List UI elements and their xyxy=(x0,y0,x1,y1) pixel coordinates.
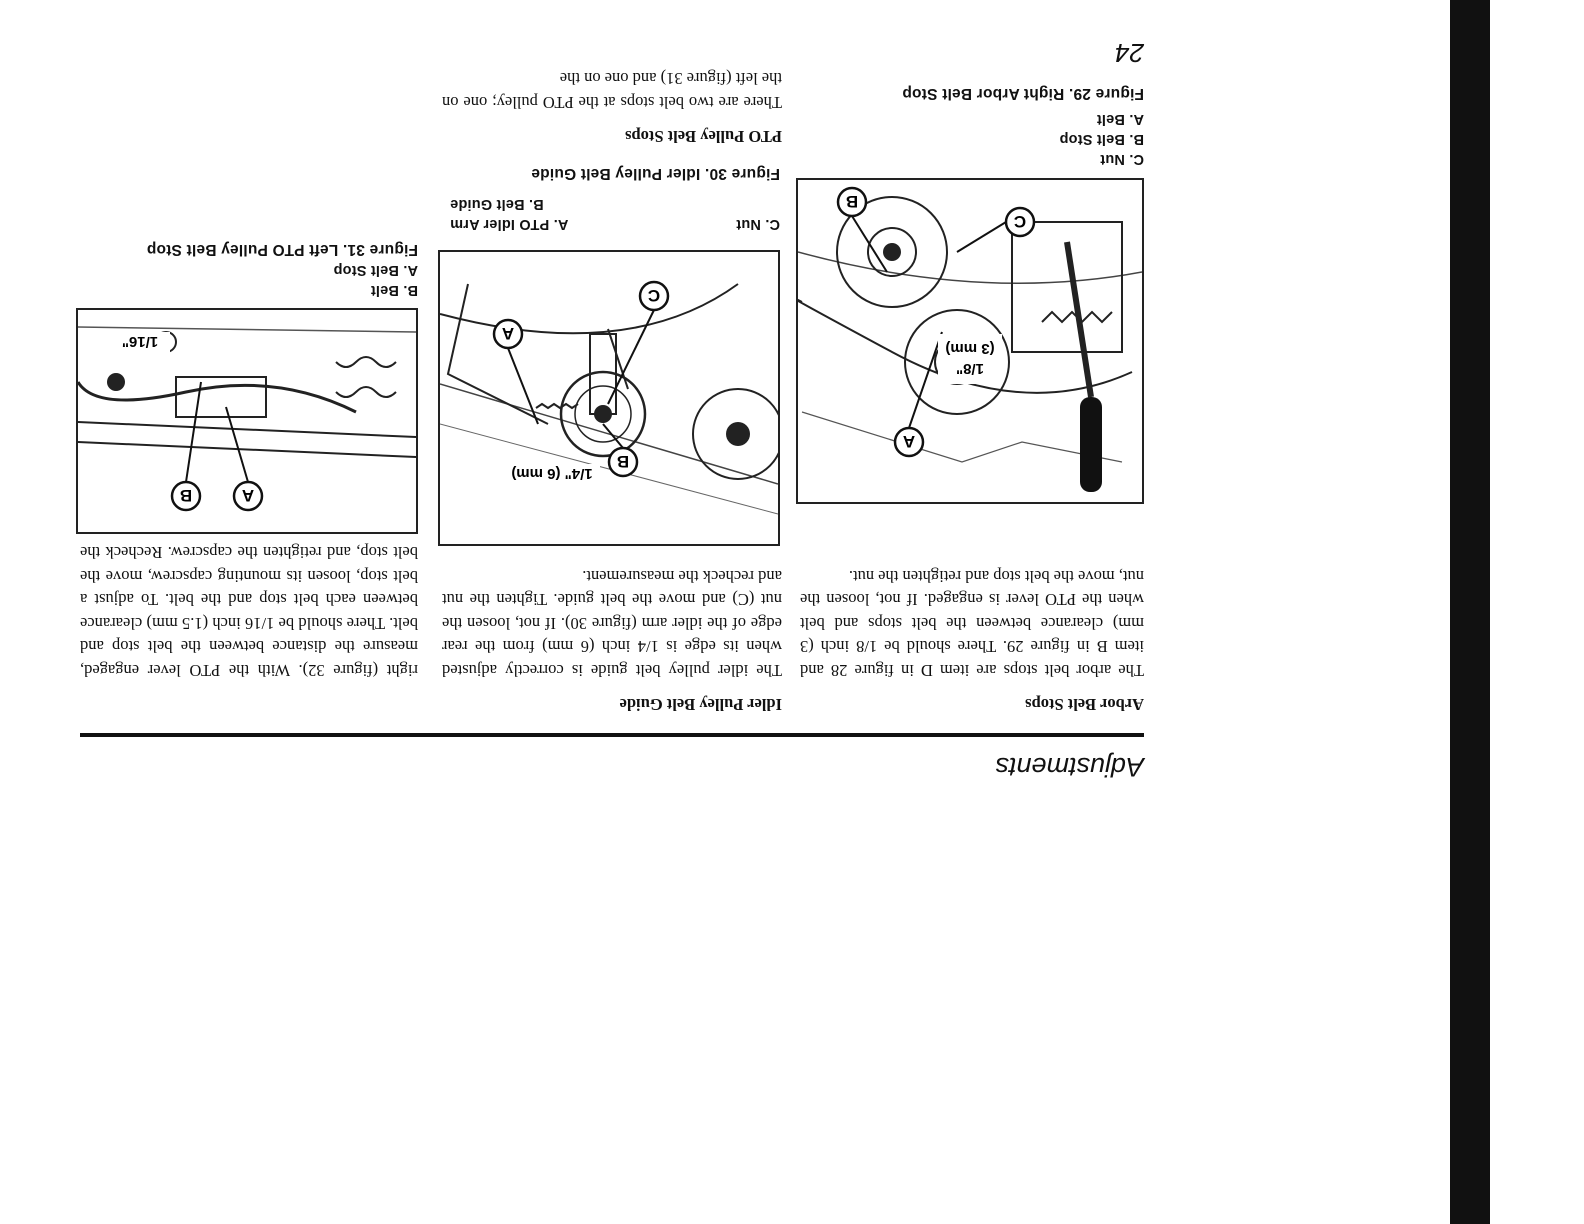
legend-item: B. Belt Stop xyxy=(1059,131,1144,147)
right-arbor-belt-stop-drawing xyxy=(798,180,1142,502)
callout-c xyxy=(1006,208,1034,236)
page-title: Adjustments xyxy=(995,752,1144,782)
figure-29-illustration xyxy=(796,178,1144,504)
figure-31-legend xyxy=(333,260,418,300)
legend-item: C. Nut xyxy=(736,216,780,232)
legend-item: B. Belt Guide xyxy=(450,196,544,212)
figure-30-illustration xyxy=(438,250,780,546)
figure-30-caption: Figure 30. Idler Pulley Belt Guide xyxy=(531,165,780,182)
callout-b xyxy=(609,448,637,476)
dimension-label: 1/4" (6 mm) xyxy=(511,465,593,482)
idler-pulley-belt-guide-heading: Idler Pulley Belt Guide xyxy=(619,695,782,714)
arbor-belt-stops-heading: Arbor Belt Stops xyxy=(1025,695,1144,714)
callout-c xyxy=(640,282,668,310)
svg-text:A: A xyxy=(241,486,255,505)
callout-b xyxy=(838,188,866,216)
legend-item: A. Belt xyxy=(1096,111,1144,127)
legend-item: A. PTO Idler Arm xyxy=(450,216,569,232)
page-number: 24 xyxy=(1115,38,1144,68)
legend-item: A. Belt Stop xyxy=(333,262,418,278)
idler-pulley-belt-guide-drawing xyxy=(440,252,778,544)
figure-31-caption: Figure 31. Left PTO Pulley Belt Stop xyxy=(146,241,418,258)
dimension-label: 1/16" xyxy=(121,333,159,350)
header-rule xyxy=(80,733,1144,737)
svg-text:C: C xyxy=(647,286,661,305)
pto-pulley-belt-stops-paragraph: There are two belt stops at the PTO pulley; one on the left (figure 31) and one on the xyxy=(442,69,782,112)
callout-a xyxy=(494,320,522,348)
svg-text:A: A xyxy=(501,324,515,343)
dimension-metric-label: (3 mm) xyxy=(945,340,995,357)
callout-a xyxy=(234,482,262,510)
svg-text:B: B xyxy=(179,486,193,505)
pto-pulley-belt-stops-heading: PTO Pulley Belt Stops xyxy=(625,127,782,146)
figure-29-legend xyxy=(1059,109,1144,169)
callout-b xyxy=(172,482,200,510)
svg-text:C: C xyxy=(1013,212,1027,231)
callout-a xyxy=(895,428,923,456)
figure-31-illustration xyxy=(76,308,418,534)
legend-item: B. Belt xyxy=(370,282,418,298)
binding-edge-stripe xyxy=(1450,0,1490,1224)
left-pto-pulley-belt-stop-drawing xyxy=(78,310,416,532)
arbor-belt-stops-paragraph: The arbor belt stops are item D in figure 28 and item B in figure 29. There should be 1/8 inch (3 mm) clearance between the belt stops and belt when the PTO lever is engaged. If not, loosen the nut, move the belt stop and retighten the nut. xyxy=(800,567,1144,680)
dimension-label: 1/8" xyxy=(956,360,984,377)
svg-text:B: B xyxy=(616,452,630,471)
svg-text:A: A xyxy=(902,432,916,451)
figure-29-caption: Figure 29. Right Arbor Belt Stop xyxy=(902,85,1144,102)
legend-item: C. Nut xyxy=(1100,151,1144,167)
idler-pulley-belt-guide-paragraph: The idler pulley belt guide is correctly adjusted when its edge is 1/4 inch (6 mm) from the rear edge of the idler arm (figure 30). If not, loosen the nut (C) and move the belt guide. Tighten the nut and recheck the measurement. xyxy=(442,567,782,680)
pto-belt-stop-paragraph: right (figure 32). With the PTO lever engaged, measure the distance between the belt stop and belt. There should be 1/16 inch (1.5 mm) clearance between each belt stop and the belt. To adjust a belt stop, loosen its mounting capscrew, move the belt stop, and retighten the capscrew. Recheck the xyxy=(80,543,418,680)
legend-row xyxy=(450,214,780,234)
figure-30-legend xyxy=(442,194,780,234)
svg-text:B: B xyxy=(845,192,859,211)
